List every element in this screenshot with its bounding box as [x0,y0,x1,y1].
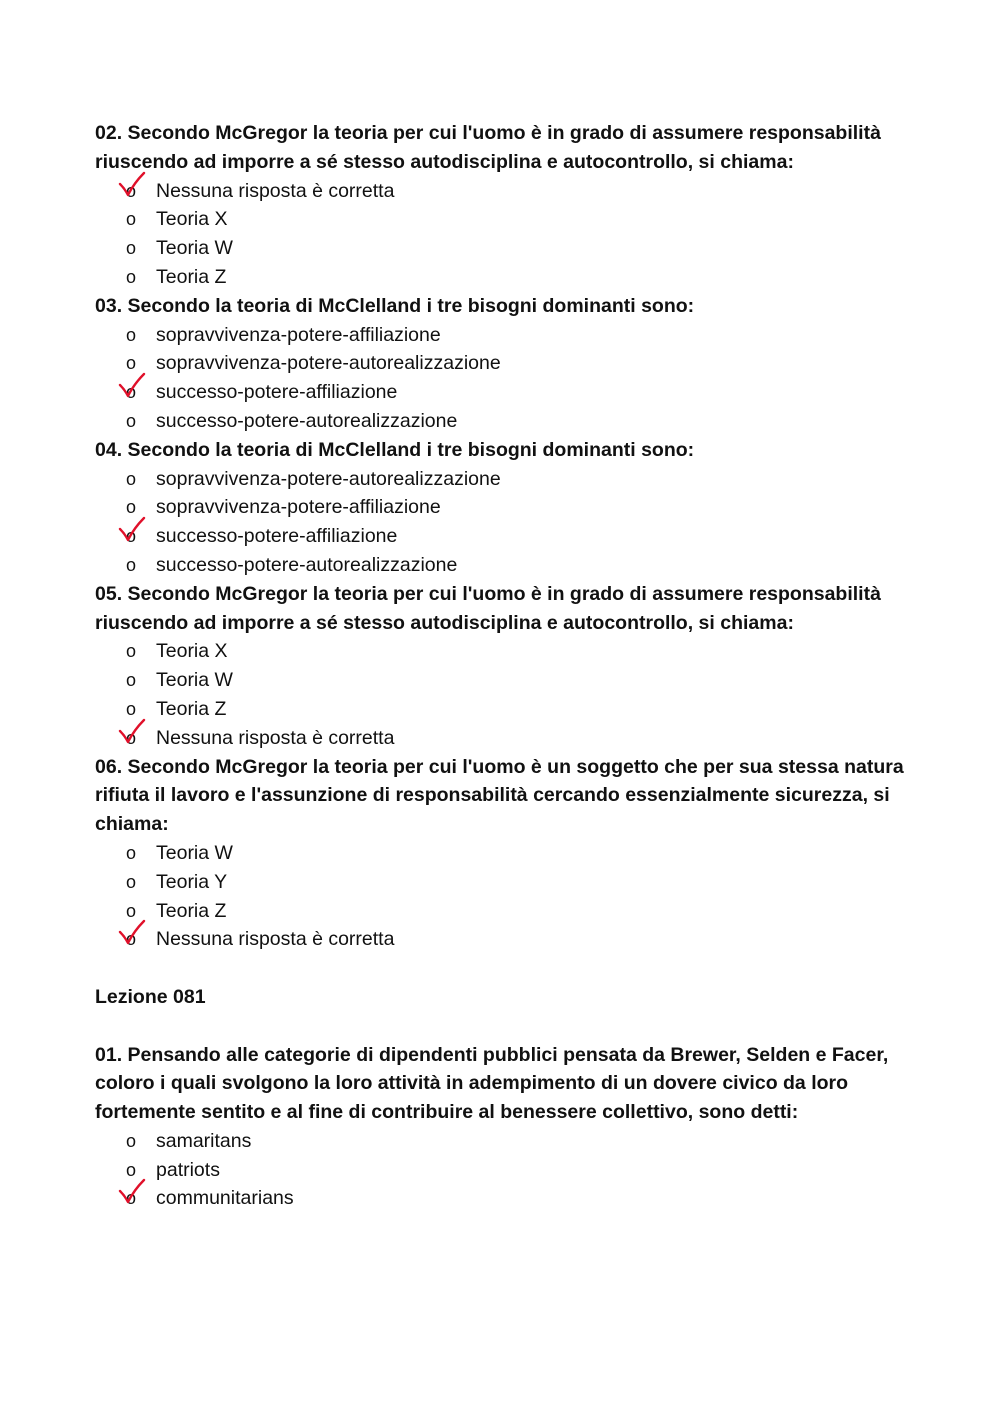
answer-option [95,407,925,436]
answer-option-label: Teoria W [156,669,233,692]
answer-option-label: Nessuna risposta è corretta [156,179,395,202]
answer-option-label: sopravvivenza-potere-autorealizzazione [156,467,501,490]
quiz-content [95,119,925,1213]
circle-bullet-icon: o [126,670,137,691]
answer-option [95,868,925,897]
answer-options [95,177,925,292]
answer-option-label: sopravvivenza-potere-affiliazione [156,496,441,519]
circle-bullet-icon: o [126,929,137,950]
question-text: 05. Secondo McGregor la teoria per cui l'uomo è in grado di assumere responsabilità riuscendo ad imporre a sé stesso autodisciplina e autocontrollo, si chiama: [95,582,881,634]
circle-bullet-icon: o [126,180,137,201]
answer-options [95,465,925,580]
answer-option [95,897,925,926]
circle-bullet-icon: o [126,554,137,575]
question-block [95,436,925,580]
answer-options [95,839,925,954]
answer-option [95,637,925,666]
answer-option [95,1127,925,1156]
answer-option-label: successo-potere-autorealizzazione [156,409,458,432]
circle-bullet-icon: o [126,871,137,892]
circle-bullet-icon: o [126,238,137,259]
answer-option-label: Teoria Z [156,899,227,922]
question-block [95,753,925,955]
circle-bullet-icon: o [126,526,137,547]
answer-option [95,349,925,378]
answer-option [95,263,925,292]
circle-bullet-icon: o [126,1188,137,1209]
answer-option [95,839,925,868]
answer-option [95,234,925,263]
circle-bullet-icon: o [126,842,137,863]
circle-bullet-icon: o [126,209,137,230]
answer-option-label: Teoria W [156,237,233,260]
answer-option-label: sopravvivenza-potere-autorealizzazione [156,352,501,375]
answer-option-label: Teoria X [156,640,228,663]
answer-option-label: successo-potere-affiliazione [156,525,398,548]
answer-option-label: Nessuna risposta è corretta [156,928,395,951]
answer-option-label: patriots [156,1158,220,1181]
answer-options [95,637,925,752]
question-text: 02. Secondo McGregor la teoria per cui l'uomo è in grado di assumere responsabilità riuscendo ad imporre a sé stesso autodisciplina e autocontrollo, si chiama: [95,122,881,173]
answer-option [95,493,925,522]
red-checkmark-icon [117,371,149,399]
answer-option [95,205,925,234]
question-text: 06. Secondo McGregor la teoria per cui l'uomo è un soggetto che per sua stessa natura rifiuta il lavoro e l'assunzione di responsabilità cercando essenzialmente sicurezza, si chiama: [95,755,904,836]
answer-option [95,551,925,580]
answer-option [95,378,925,407]
circle-bullet-icon: o [126,641,137,662]
answer-option [95,522,925,551]
circle-bullet-icon: o [126,727,137,748]
circle-bullet-icon: o [126,698,137,719]
answer-option [95,465,925,494]
lesson-title: Lezione 081 [95,985,206,1008]
circle-bullet-icon: o [126,468,137,489]
circle-bullet-icon: o [126,497,137,518]
answer-option-label: Nessuna risposta è corretta [156,726,395,749]
answer-option [95,724,925,753]
question-block [95,119,925,292]
circle-bullet-icon: o [126,1130,137,1151]
answer-option-label: samaritans [156,1129,252,1152]
question-text: 03. Secondo la teoria di McClelland i tre bisogni dominanti sono: [95,294,695,317]
question-block [95,580,925,753]
red-checkmark-icon [117,717,149,745]
answer-option [95,321,925,350]
question-block [95,292,925,436]
answer-option-label: Teoria Z [156,697,227,720]
red-checkmark-icon [117,515,149,543]
answer-option-label: Teoria X [156,208,228,231]
red-checkmark-icon [117,1177,149,1205]
answer-option [95,925,925,954]
answer-option-label: Teoria W [156,841,233,864]
circle-bullet-icon: o [126,1159,137,1180]
circle-bullet-icon: o [126,410,137,431]
answer-options [95,321,925,436]
answer-option [95,1156,925,1185]
question-block [95,1041,925,1214]
answer-option-label: successo-potere-affiliazione [156,381,398,404]
spacer [95,1012,925,1041]
circle-bullet-icon: o [126,353,137,374]
circle-bullet-icon: o [126,324,137,345]
spacer [95,954,925,983]
answer-option [95,666,925,695]
question-text: 04. Secondo la teoria di McClelland i tre bisogni dominanti sono: [95,438,695,461]
red-checkmark-icon [117,918,149,946]
circle-bullet-icon: o [126,266,137,287]
answer-option [95,695,925,724]
answer-options [95,1127,925,1213]
answer-option-label: sopravvivenza-potere-affiliazione [156,323,441,346]
answer-option-label: Teoria Z [156,265,227,288]
circle-bullet-icon: o [126,382,137,403]
red-checkmark-icon [117,170,149,198]
answer-option-label: successo-potere-autorealizzazione [156,553,458,576]
question-text: 01. Pensando alle categorie di dipendenti pubblici pensata da Brewer, Selden e Facer, coloro i quali svolgono la loro attività in adempimento di un dovere civico da loro fortemente sentito e al fine di contribuire al benessere collettivo, sono detti: [95,1043,889,1124]
answer-option [95,177,925,206]
answer-option [95,1184,925,1213]
answer-option-label: communitarians [156,1187,294,1210]
circle-bullet-icon: o [126,900,137,921]
answer-option-label: Teoria Y [156,870,228,893]
